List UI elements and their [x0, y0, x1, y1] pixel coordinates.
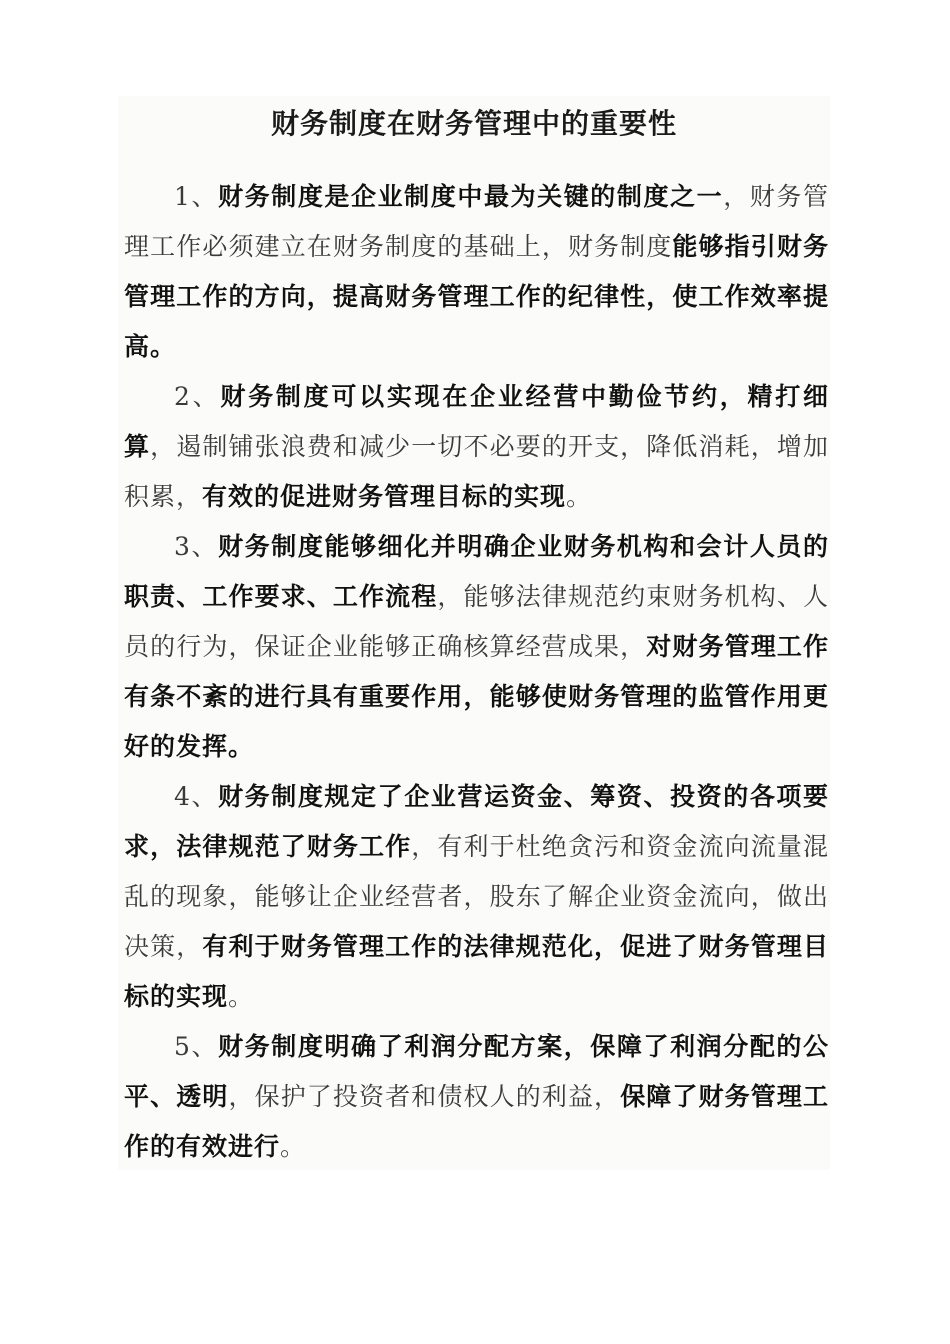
text-run-bold: 财务制度能够细化并明确企业财务机构和会计人员的职责、工作要求、工作流程 — [124, 532, 830, 611]
text-run-bold: 财务制度是企业制度中最为关键的制度之一 — [218, 182, 724, 211]
text-run-bold: 财务制度规定了企业营运资金、筹资、投资的各项要求，法律规范了财务工作 — [124, 782, 830, 861]
text-run: 5、 — [174, 1032, 219, 1061]
paragraph-1 — [124, 172, 829, 372]
text-run: 3、 — [174, 532, 219, 561]
text-run: ，财务管理工作必须建立在财务制度的基础上，财务制度 — [124, 182, 829, 261]
text-run-bold: 对财务管理工作有条不紊的进行具有重要作用，能够使财务管理的监管作用更好的发挥。 — [124, 632, 829, 761]
text-run-bold: 财务制度可以实现在企业经营中勤俭节约，精打细算 — [124, 382, 830, 461]
text-run: ，遏制铺张浪费和减少一切不必要的开支，降低消耗，增加积累， — [124, 432, 829, 511]
text-run-bold: 保障了财务管理工作的有效进行 — [124, 1082, 829, 1161]
text-run: 4、 — [174, 782, 219, 811]
text-run: 。 — [228, 982, 255, 1011]
text-run: ，保护了投资者和债权人的利益， — [228, 1082, 621, 1111]
paragraph-4 — [124, 772, 829, 1022]
paragraph-5 — [124, 1022, 829, 1172]
text-run-bold: 有利于财务管理工作的法律规范化，促进了财务管理目标的实现 — [124, 932, 829, 1011]
text-run: ，能够法律规范约束财务机构、人员的行为，保证企业能够正确核算经营成果， — [124, 582, 829, 661]
paragraph-2 — [124, 372, 829, 522]
text-run: 。 — [566, 482, 593, 511]
text-run-bold: 财务制度明确了利润分配方案，保障了利润分配的公平、透明 — [124, 1032, 830, 1111]
text-run-bold: 有效的促进财务管理目标的实现 — [202, 482, 567, 511]
document-title: 财务制度在财务管理中的重要性 — [270, 107, 677, 140]
document-body — [124, 172, 829, 1172]
text-run: ，有利于杜绝贪污和资金流向流量混乱的现象，能够让企业经营者，股东了解企业资金流向，做出决策， — [124, 832, 829, 961]
text-run-bold: 能够指引财务管理工作的方向，提高财务管理工作的纪律性，使工作效率提高。 — [124, 232, 829, 361]
text-run: 2、 — [174, 382, 221, 411]
paragraph-3 — [124, 522, 829, 772]
text-run: 。 — [280, 1132, 307, 1161]
text-run: 1、 — [174, 182, 219, 211]
